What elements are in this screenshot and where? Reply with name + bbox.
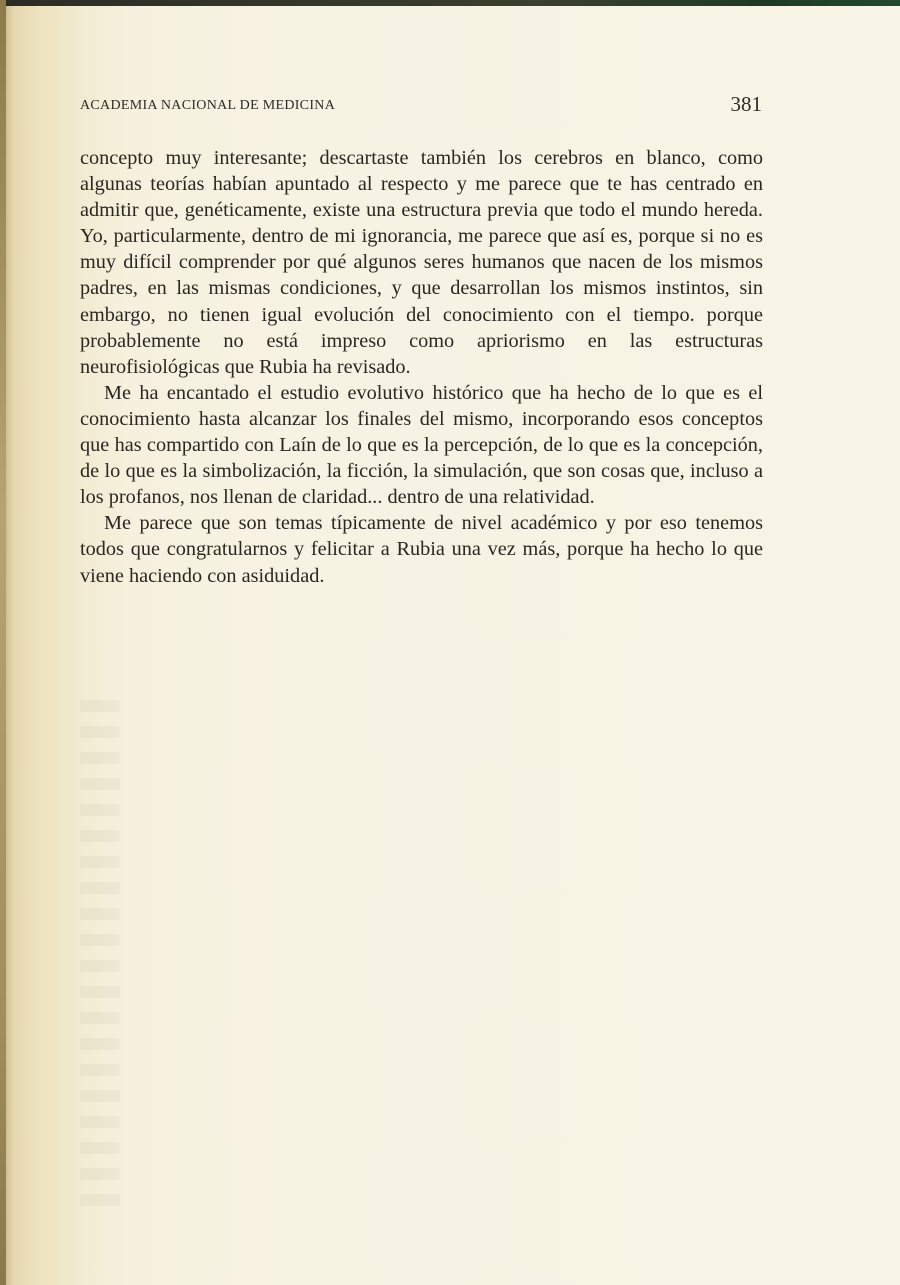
paragraph: Me ha encantado el estudio evolutivo histórico que ha hecho de lo que es el conocimiento hasta alcanzar los finales del mismo, incorporando esos conceptos que has compartido con Laín de lo que es la percepción, de lo que es la concepción, de lo que es la simbolización, la ficción, la simulación, que son cosas que, incluso a los profanos, nos llenan de claridad... dentro de una relatividad. — [80, 381, 763, 509]
paragraph: Me parece que son temas típicamente de nivel académico y por eso tenemos todos que congratularnos y felicitar a Rubia una vez más, porque ha hecho lo que viene haciendo con asiduidad. — [80, 512, 763, 587]
binding-edge — [0, 0, 6, 1285]
paragraph: concepto muy interesante; descartaste también los cerebros en blanco, como algunas teorías habían apuntado al respecto y me parece que te has centrado en admitir que, genéticamente, existe una estructura previa que todo el mundo hereda. Yo, particularmente, dentro de mi ignorancia, me parece que así es, porque si no es muy difícil comprender por qué algunos seres humanos que nacen de los mismos padres, en las mismas condiciones, y que desarrollan los mismos instintos, sin embargo, no tienen igual evolución del conocimiento con el tiempo. porque probablemente no está impreso como apriorismo en las estructuras neurofisiológicas que Rubia ha revisado. — [80, 147, 763, 378]
body-text — [80, 145, 763, 589]
running-title: ACADEMIA NACIONAL DE MEDICINA — [80, 98, 336, 113]
page-number: 381 — [730, 92, 762, 116]
show-through-shadow — [80, 700, 120, 1220]
scan-edge-bar — [0, 0, 900, 6]
